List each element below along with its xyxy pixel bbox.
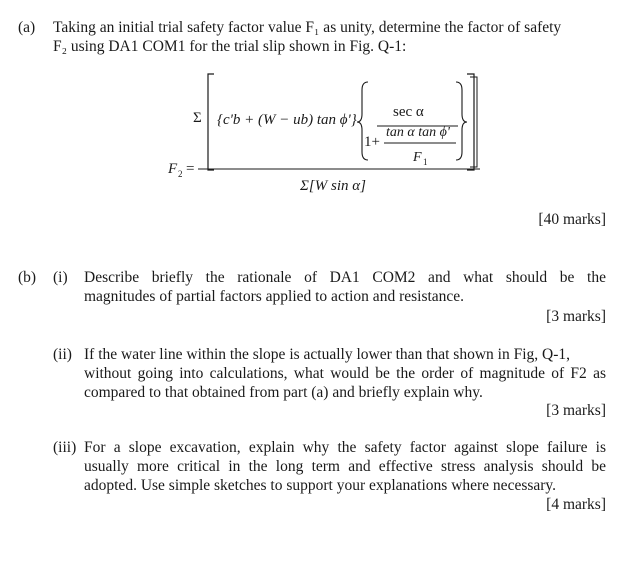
inner-right-brace [456,82,467,160]
part-b-iii-label: (iii) [53,439,77,456]
part-b-i-marks: [3 marks] [546,308,606,325]
part-b-ii-label: (ii) [53,346,72,363]
part-b-iii-line-1: For a slope excavation, explain why the safety factor against slope failure is [84,439,606,456]
part-b-iii-line-2: usually more critical in the long term and effective stress analysis should be [84,458,606,475]
f1-symbol: F [413,150,422,165]
tan-tan: tan α tan ϕ' [386,125,450,140]
part-b-i-line-2: magnitudes of partial factors applied to action and resistance. [84,288,465,305]
part-a-line-1: Taking an initial trial safety factor value F₁ as unity, determine the factor of safety [53,19,562,36]
part-b-iii-marks: [4 marks] [546,496,606,513]
part-b-i-label: (i) [53,269,68,286]
part-b-ii-line-3: compared to that obtained from part (a) and briefly explain why. [84,384,483,401]
part-a-label: (a) [18,19,36,36]
part-a-marks: [40 marks] [538,211,606,228]
part-b-ii-line-1: If the water line within the slope is actually lower than that shown in Fig, Q-1, [84,346,570,363]
sec-alpha: sec α [393,104,424,120]
f1-subscript: 1 [423,157,428,167]
denominator: Σ[W sin α] [300,178,366,194]
outer-right-bracket [467,74,474,170]
part-b-label: (b) [18,269,37,286]
numerator-term: {c'b + (W − ub) tan ϕ'} [217,112,357,128]
part-b-ii-line-2: without going into calculations, what would be the order of magnitude of F2 as [84,365,606,382]
part-b-i-line-1: Describe briefly the rationale of DA1 COM2 and what should be the [84,269,606,286]
f2-symbol: F [168,161,178,177]
safety-factor-formula [0,70,644,200]
part-a-line-2: F₂ using DA1 COM1 for the trial slip shown in Fig. Q-1: [53,38,407,55]
part-b-iii-line-3: adopted. Use simple sketches to support your explanations where necessary. [84,477,557,494]
outer-left-bracket [208,74,214,170]
f2-subscript: 2 [178,169,183,179]
part-b-ii-marks: [3 marks] [546,402,606,419]
equals-sign: = [186,161,195,177]
one-plus: 1+ [364,134,380,150]
sigma-numerator: Σ [193,110,202,126]
